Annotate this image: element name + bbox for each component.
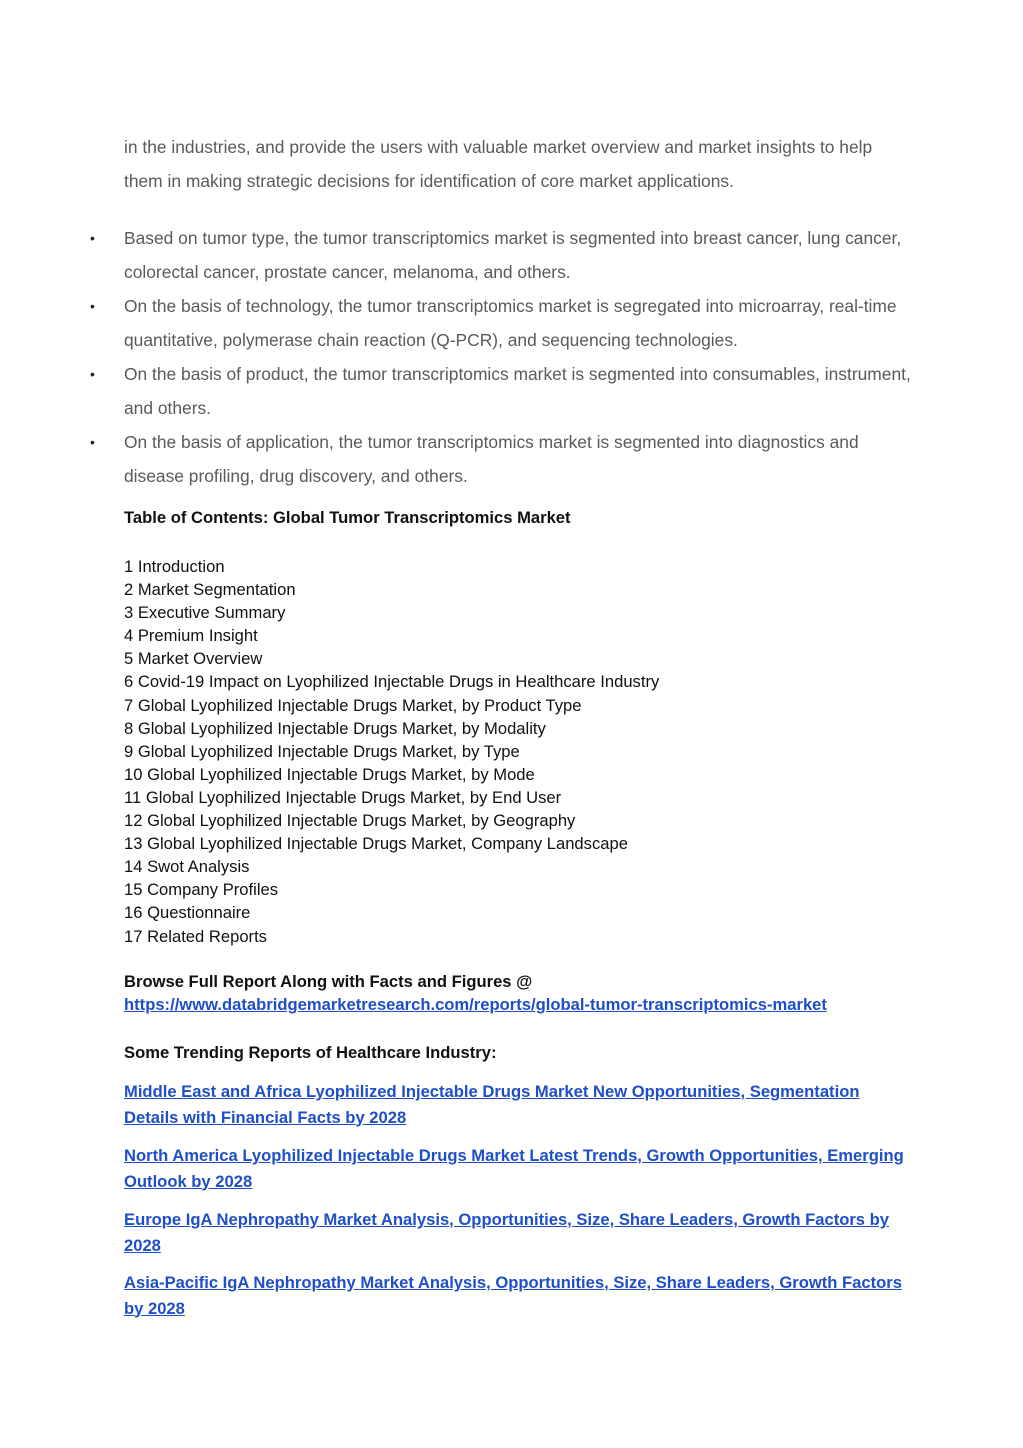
intro-paragraph: in the industries, and provide the users with valuable market overview and market insights to help them in making strategic decisions for identification of core market applications. — [124, 137, 873, 191]
bullet-item — [0, 289, 914, 357]
bullet-item — [0, 221, 914, 289]
bullet-icon: • — [90, 298, 95, 314]
bullet-item — [0, 425, 914, 493]
toc-item: 8 Global Lyophilized Injectable Drugs Market, by Modality — [124, 718, 546, 738]
bullet-icon: • — [90, 230, 95, 246]
full-report-link[interactable]: https://www.databridgemarketresearch.com/reports/global-tumor-transcriptomics-market — [124, 995, 827, 1014]
bullet-icon: • — [90, 434, 95, 450]
trending-report-link[interactable]: Europe IgA Nephropathy Market Analysis, Opportunities, Size, Share Leaders, Growth Factors by 2028 — [124, 1210, 890, 1255]
bullet-text: On the basis of technology, the tumor transcriptomics market is segregated into microarray, real-time quantitative, polymerase chain reaction (Q-PCR), and sequencing technologies. — [124, 296, 897, 350]
bullet-text: On the basis of product, the tumor transcriptomics market is segmented into consumables, instrument, and others. — [124, 364, 911, 418]
table-of-contents — [124, 555, 659, 948]
toc-title: Table of Contents: Global Tumor Transcriptomics Market — [124, 508, 571, 527]
toc-item: 4 Premium Insight — [124, 626, 258, 646]
toc-item: 16 Questionnaire — [124, 903, 251, 923]
toc-item: 5 Market Overview — [124, 649, 263, 669]
toc-item: 10 Global Lyophilized Injectable Drugs Market, by Mode — [124, 764, 535, 784]
bullet-text: Based on tumor type, the tumor transcriptomics market is segmented into breast cancer, lung cancer, colorectal cancer, prostate cancer, melanoma, and others. — [124, 228, 902, 282]
trending-report-link[interactable]: North America Lyophilized Injectable Drugs Market Latest Trends, Growth Opportunities, Emerging Outlook by 2028 — [124, 1146, 904, 1191]
toc-item: 9 Global Lyophilized Injectable Drugs Market, by Type — [124, 741, 520, 761]
toc-item: 13 Global Lyophilized Injectable Drugs Market, Company Landscape — [124, 834, 628, 854]
toc-item: 12 Global Lyophilized Injectable Drugs Market, by Geography — [124, 811, 576, 831]
toc-item: 2 Market Segmentation — [124, 580, 296, 600]
bullet-item — [0, 357, 914, 425]
toc-item: 15 Company Profiles — [124, 880, 279, 900]
bullet-text: On the basis of application, the tumor transcriptomics market is segmented into diagnostics and disease profiling, drug discovery, and others. — [124, 432, 859, 486]
trending-report-link[interactable]: Middle East and Africa Lyophilized Injectable Drugs Market New Opportunities, Segmentation Details with Financial Facts by 2028 — [124, 1082, 860, 1127]
toc-item: 7 Global Lyophilized Injectable Drugs Market, by Product Type — [124, 695, 582, 715]
toc-item: 17 Related Reports — [124, 926, 267, 946]
segmentation-bullet-list — [0, 221, 1023, 493]
trending-report-link[interactable]: Asia-Pacific IgA Nephropathy Market Analysis, Opportunities, Size, Share Leaders, Growth Factors by 2028 — [124, 1273, 902, 1318]
toc-item: 14 Swot Analysis — [124, 857, 250, 877]
toc-item: 1 Introduction — [124, 557, 225, 576]
browse-report-label: Browse Full Report Along with Facts and Figures @ — [124, 972, 533, 991]
toc-item: 3 Executive Summary — [124, 603, 286, 623]
toc-item: 11 Global Lyophilized Injectable Drugs Market, by End User — [124, 787, 562, 807]
toc-item: 6 Covid-19 Impact on Lyophilized Injectable Drugs in Healthcare Industry — [124, 672, 660, 692]
trending-reports-title: Some Trending Reports of Healthcare Industry: — [124, 1043, 497, 1062]
bullet-icon: • — [90, 366, 95, 382]
